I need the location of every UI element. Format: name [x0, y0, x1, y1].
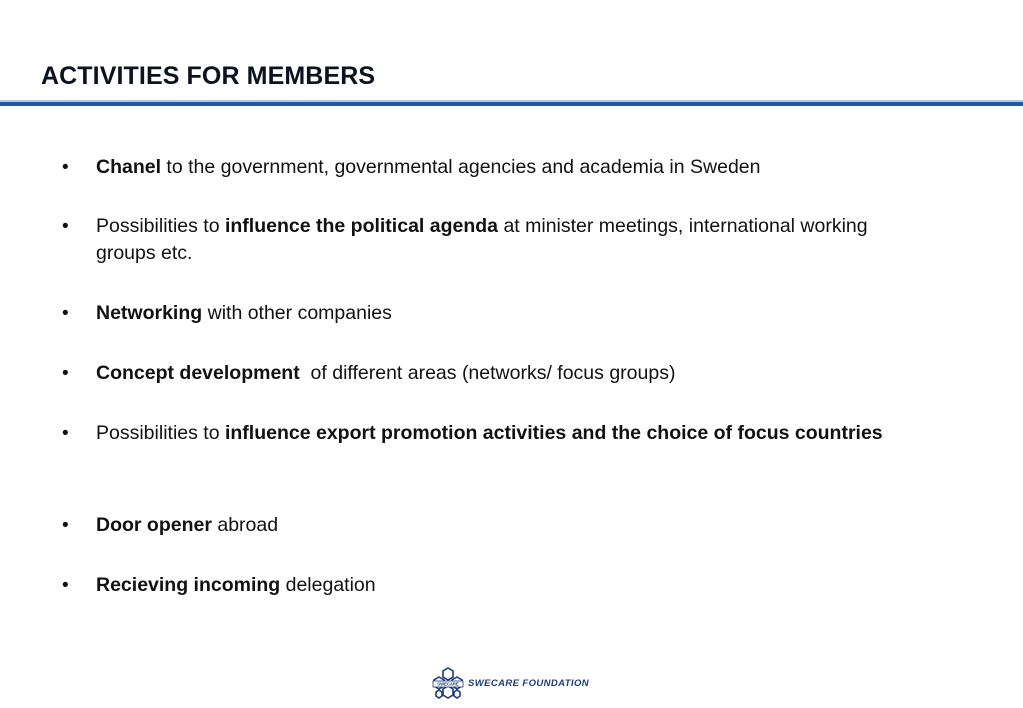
slide-title: ACTIVITIES FOR MEMBERS — [41, 62, 376, 90]
bullet-text — [96, 302, 392, 324]
bullet-text — [96, 362, 675, 384]
logo-mark-text: SWECARE — [437, 681, 459, 687]
swecare-foundation-logo — [430, 666, 610, 702]
bullet-text — [96, 156, 760, 178]
bullet-item-chanel — [62, 154, 926, 181]
bullet-icon: • — [62, 303, 69, 324]
bullet-text-bold: Networking — [96, 302, 203, 324]
bullet-text-regular: abroad — [211, 514, 279, 536]
bullet-item-political-agenda — [62, 213, 926, 267]
bullet-text-regular: with other companies — [202, 302, 392, 324]
bullet-text-regular: delegation — [280, 574, 376, 596]
bullet-text-regular: Possibilities to — [96, 422, 225, 444]
bullet-text — [96, 574, 376, 596]
bullet-text-bold: Door opener — [96, 514, 212, 536]
bullet-text-regular: at minister meetings, international working groups etc. — [96, 215, 868, 264]
bullet-item-concept-development — [62, 360, 926, 387]
bullet-icon: • — [62, 157, 69, 178]
logo-wordmark: SWECARE FOUNDATION — [468, 678, 590, 689]
bullet-text-bold: Chanel — [96, 156, 162, 178]
bullet-icon: • — [62, 423, 69, 444]
bullet-text-bold: Recieving incoming — [96, 574, 281, 596]
bullet-text-regular: to the government, governmental agencies and academia in Sweden — [161, 156, 761, 178]
bullet-icon: • — [62, 575, 69, 596]
bullet-text-regular: Possibilities to — [96, 215, 225, 237]
bullet-icon: • — [62, 515, 69, 536]
bullet-item-door-opener — [62, 512, 926, 539]
hexagon-cluster-logo-icon — [430, 666, 466, 702]
bullet-item-export-promotion — [62, 420, 926, 447]
bullet-text-bold: influence export promotion activities and the choice of focus countries — [224, 422, 883, 444]
title-divider-accent — [0, 102, 1023, 106]
bullet-text — [96, 514, 278, 536]
bullet-text — [96, 215, 868, 264]
bullet-text-bold: influence the political agenda — [224, 215, 499, 237]
bullet-icon: • — [62, 363, 69, 384]
bullet-text-bold: Concept development — [96, 362, 300, 384]
bullet-text — [96, 422, 883, 444]
bullet-icon: • — [62, 216, 69, 237]
bullet-item-networking — [62, 300, 926, 327]
bullet-text-regular: of different areas (networks/ focus groups) — [299, 362, 676, 384]
bullet-item-recieving-incoming — [62, 572, 926, 599]
